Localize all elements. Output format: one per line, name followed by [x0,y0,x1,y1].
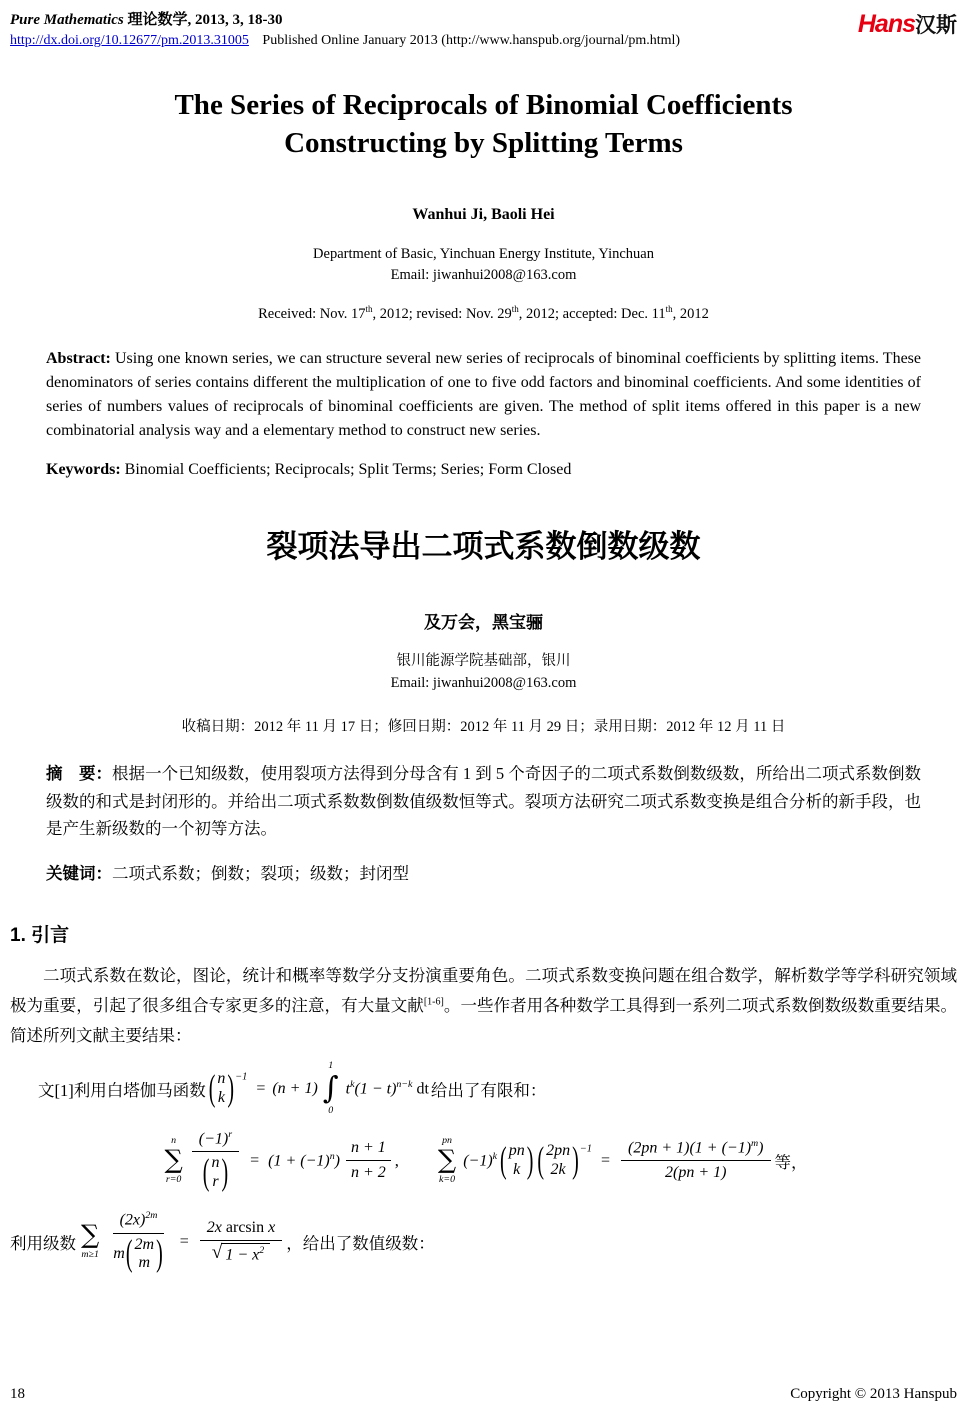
factor-n-plus-1: (n + 1) [272,1079,318,1097]
coefficient-group [268,1151,340,1170]
received-sup: th [365,304,373,315]
email-cn: Email: jiwanhui2008@163.com [390,674,577,691]
right-paren: ) [227,1068,235,1110]
abstract-en-text: Using one known series, we can structure several new series of reciprocals of binominal coefficients by splitting items. These denominators of series contains different the multiplication of one to five odd factors and binominal coefficients. And some identities of series of numbers values of reciprocals of binominal coefficients are given. The method of split items offered in this paper is a new combinatorial analysis way and a elementary method to construct new series. [46,350,921,440]
binomial-coefficient [208,1070,235,1108]
rhs-denominator: 2(pn + 1) [665,1164,727,1182]
summation-operator [438,1135,456,1187]
radicand [225,1245,264,1265]
paper-title-cn: 裂项法导出二项式系数倒数级数 [266,529,701,565]
binom-top: 2pn [546,1141,571,1159]
fraction [346,1138,391,1183]
journal-line [10,8,680,29]
t-base: t [345,1080,351,1098]
comma-separator: , [394,1150,399,1170]
sum-lower-limit: m≥1 [81,1249,99,1260]
abstract-en [46,347,921,443]
coef-exponent: k [492,1151,498,1163]
received-sup: th [511,304,519,315]
fraction [192,1129,239,1192]
received-line [10,304,957,323]
arcsin-numerator [207,1218,275,1238]
fraction [200,1218,282,1265]
frac-denominator: n + 2 [350,1164,386,1182]
abstract-cn [46,760,921,843]
affiliation-cn [10,651,957,695]
journal-title: Pure Mathematics [10,12,124,28]
sum-symbol: ∑ [437,1145,457,1176]
received-part: , 2012 [672,306,709,323]
radicand-exponent: 2 [259,1245,265,1257]
abstract-en-label: Abstract: [46,350,115,368]
coef-base: (−1) [463,1152,493,1170]
x: x [268,1219,276,1237]
fraction [621,1138,771,1183]
dates-cn: 收稿日期：2012 年 11 月 17 日；修回日期：2012 年 11 月 29 日；录用日期：2012 年 12 月 11 日 [181,718,786,735]
logo-hans-text: Hans [857,10,915,38]
binom-exponent: −1 [235,1071,248,1083]
header [10,8,957,49]
doi-line [10,33,680,49]
den-m: m [113,1245,125,1263]
sum-symbol: ∑ [81,1220,100,1251]
received-part: , 2012; revised: Nov. 29 [372,306,512,323]
summation-operator [81,1222,99,1261]
equals-sign: = [250,1151,260,1169]
formula-3-row [10,1210,957,1273]
left-paren: ( [537,1140,545,1182]
num-exponent: m [751,1138,759,1150]
keywords-cn [46,860,921,884]
binomial-coefficient [125,1236,164,1274]
header-left [10,8,680,49]
binom-top: pn [508,1141,525,1159]
two-x: 2x [206,1219,222,1237]
sum-lower-limit: r=0 [165,1174,182,1186]
keywords-en [46,461,921,479]
integral-symbol: ∫ [322,1070,339,1106]
left-paren: ( [125,1234,133,1275]
num-open: (2pn + 1)(1 + (−1) [627,1139,752,1157]
left-paren: ( [202,1153,210,1194]
binomial-coefficient [536,1142,579,1180]
frac-numerator: n + 1 [346,1138,391,1161]
arcsin: arcsin [221,1219,269,1237]
minus-one-power-k [463,1151,497,1170]
binom-bottom: k [217,1088,225,1106]
intro-text-1: 二项式系数在数论，图论，统计和概率等数学分支扮演重要角色。二项式系数变换问题在组合数学，解析数学等学科研究领域极为重要，引起了很多组合专家更多的注意，有大量文献 [10,966,957,1016]
f1-prefix: 文[1]利用白塔伽马函数 [38,1080,206,1100]
received-part: Received: Nov. 17 [258,306,366,323]
received-sup: th [665,304,673,315]
one-minus-t: (1 − t) [354,1080,397,1098]
binom-top: n [217,1069,226,1087]
minus-one-power-r [199,1129,232,1149]
sum-lower-limit: k=0 [439,1174,456,1186]
binom-top: n [211,1154,220,1172]
coef-open: (1 + (−1) [268,1152,330,1170]
f1-suffix: 给出了有限和： [430,1080,547,1100]
logo-cn-text: 汉斯 [915,14,957,37]
binom-top: 2m [134,1235,155,1253]
two-x-power [120,1210,158,1230]
left-paren: ( [208,1068,216,1110]
coef-exponent: n [329,1151,335,1163]
binomial-coefficient [499,1142,534,1180]
binom-bottom: r [212,1173,219,1191]
title-line-2: Constructing by Splitting Terms [284,126,683,159]
equals-sign: = [179,1232,189,1250]
abstract-cn-text: 根据一个已知级数，使用裂项方法得到分母含有 1 到 5 个奇因子的二项式系数倒数级数，所给出二项式系数倒数级数的和式是封闭形的。并给出二项式系数数倒数值级数恒等式。裂项方法研究二项式系数变换是组合分析的新手段，也是产生新级数的一个初等方法。 [46,763,922,839]
affiliation-en [10,244,957,286]
citation-sup: [1-6] [423,996,444,1008]
section-1-heading: 1. 引言 [10,925,70,947]
radicand-base: 1 − x [225,1246,260,1264]
integral-lower-limit: 0 [328,1104,334,1116]
t-exponent: k [350,1079,355,1091]
title-line-1: The Series of Reciprocals of Binomial Coefficients [174,89,793,121]
binomial-inverse-group [536,1142,592,1180]
binomial-coefficient [202,1154,229,1192]
summation-operator [165,1135,183,1187]
formula-1-row [38,1060,957,1117]
abstract-cn-label: 摘 要： [46,764,113,783]
sum-upper-limit: pn [442,1134,452,1146]
n-minus-k-exponent: n−k [396,1079,413,1091]
equals-sign: = [256,1079,266,1097]
keywords-en-text: Binomial Coefficients; Reciprocals; Split Terms; Series; Form Closed [124,461,572,479]
equals-sign: = [600,1151,610,1169]
fraction [108,1210,168,1273]
coef-close: ) [334,1152,340,1170]
sum-upper-limit: n [171,1134,177,1146]
square-root [212,1243,270,1265]
num-exponent: 2m [145,1210,158,1222]
page-footer [10,1386,957,1403]
right-paren: ) [156,1234,163,1275]
page-number: 18 [10,1386,25,1402]
copyright-notice: Copyright © 2013 Hanspub [790,1386,957,1402]
integral-upper-limit: 1 [328,1060,334,1072]
num-base: (2x) [119,1211,146,1229]
dt: dt [416,1080,429,1098]
etc-text: 等， [774,1152,808,1172]
integrand [346,1079,429,1098]
right-paren: ) [572,1140,579,1182]
rhs-numerator [628,1138,764,1158]
hanspub-logo [858,8,957,39]
f3-prefix: 利用级数 [10,1233,76,1253]
binom-bottom: 2k [550,1160,566,1178]
num-close: ) [758,1139,764,1157]
intro-paragraph [10,961,957,1050]
keywords-cn-label: 关键词： [46,865,112,884]
authors-en: Wanhui Ji, Baoli Hei [412,206,555,224]
binom-exponent: −1 [579,1143,592,1155]
integral-operator [323,1060,339,1117]
num-exponent: r [228,1129,233,1141]
binomial-nk-inverse [208,1070,248,1108]
email-en: Email: jiwanhui2008@163.com [390,267,577,284]
intro-text-2: 。一些作者用各种数学工具得到一系列二项式系数倒数级数重要结果。简述所列文献主要结果： [10,996,958,1045]
authors-cn: 及万会，黑宝骊 [424,613,543,633]
affiliation-en-line: Department of Basic, Yinchuan Energy Institute, Yinchuan [313,246,654,263]
affiliation-cn-line: 银川能源学院基础部，银川 [396,653,571,670]
received-part: , 2012; accepted: Dec. 11 [518,306,666,323]
right-paren: ) [526,1140,534,1182]
paper-title [10,87,957,162]
binom-bottom: k [513,1160,521,1178]
keywords-en-label: Keywords: [46,461,125,479]
doi-link[interactable]: http://dx.doi.org/10.12677/pm.2013.31005 [10,33,249,48]
keywords-cn-text: 二项式系数；倒数；裂项；级数；封闭型 [112,864,409,884]
published-info: Published Online January 2013 (http://www.hanspub.org/journal/pm.html) [262,33,681,48]
radical-symbol: √ [211,1242,223,1264]
binom-bottom: m [138,1254,151,1272]
formula-2-row [10,1129,957,1192]
f3-suffix: ，给出了数值级数： [286,1233,435,1253]
sum-symbol: ∑ [164,1145,183,1176]
right-paren: ) [221,1153,229,1194]
left-paren: ( [500,1140,507,1182]
journal-cn-issue: 理论数学, 2013, 3, 18-30 [127,12,283,28]
num-base: (−1) [198,1130,229,1148]
